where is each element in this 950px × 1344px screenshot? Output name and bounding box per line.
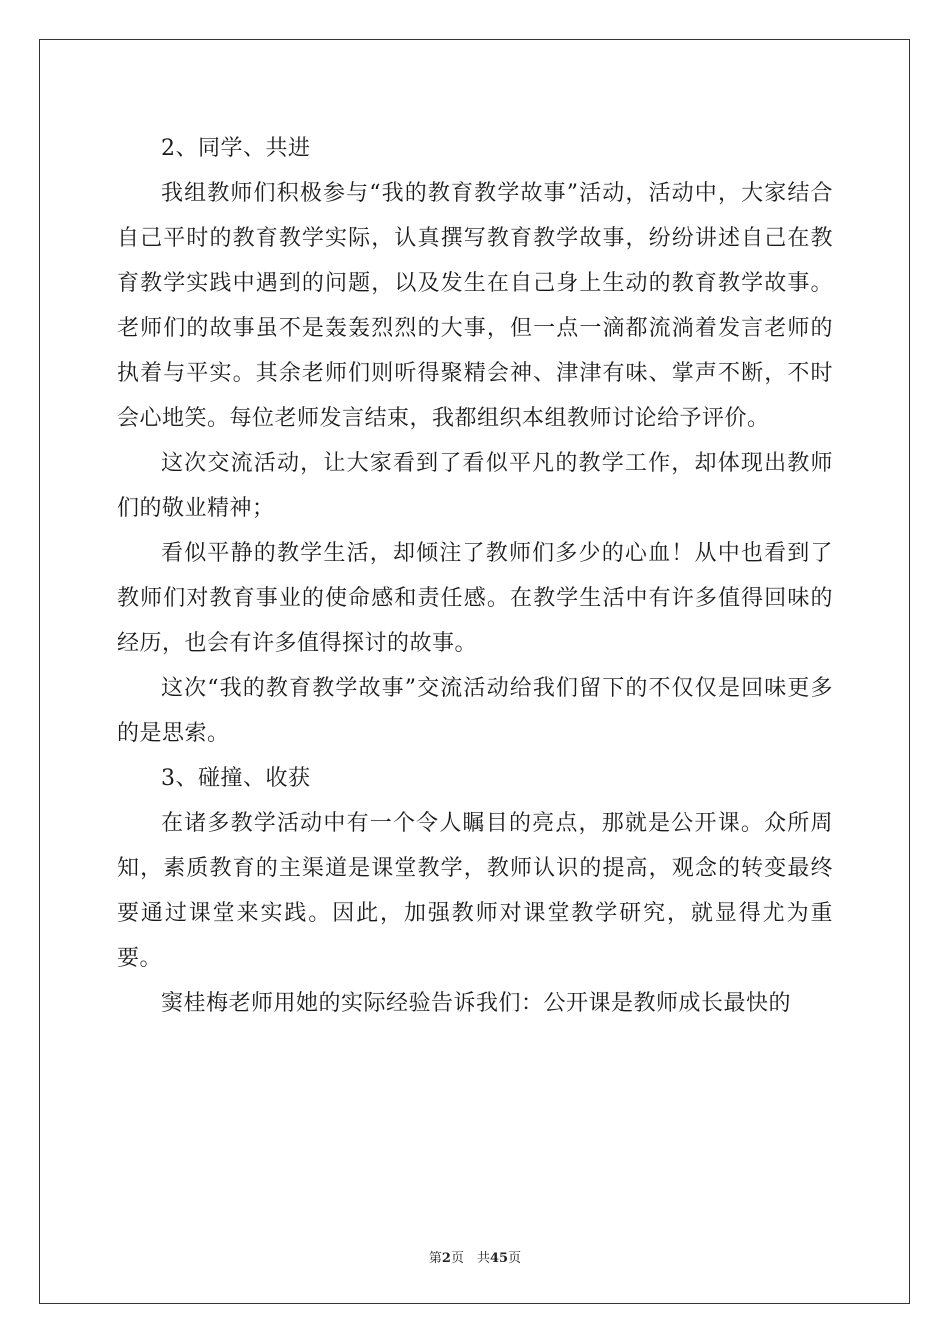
paragraph: 这次交流活动，让大家看到了看似平凡的教学工作，却体现出教师们的敬业精神； [117, 451, 833, 521]
footer-mid: 页 共 [450, 1251, 490, 1266]
page-footer [0, 1247, 950, 1266]
document-body [117, 126, 833, 1026]
paragraph: 在诸多教学活动中有一个令人瞩目的亮点，那就是公开课。众所周知，素质教育的主渠道是课堂教学，教师认识的提高，观念的转变最终要通过课堂来实践。因此，加强教师对课堂教学研究，就显得尤为重要。 [117, 811, 833, 971]
footer-suffix: 页 [508, 1251, 522, 1266]
paragraph: 我组教师们积极参与“我的教育教学故事”活动，活动中，大家结合自己平时的教育教学实际，认真撰写教育教学故事，纷纷讲述自己在教育教学实践中遇到的问题，以及发生在自己身上生动的教育教学故事。老师们的故事虽不是轰轰烈烈的大事，但一点一滴都流淌着发言老师的执着与平实。其余老师们则听得聚精会神、津津有味、掌声不断，不时会心地笑。每位老师发言结束，我都组织本组教师讨论给予评价。 [117, 181, 833, 431]
paragraph: 看似平静的教学生活，却倾注了教师们多少的心血！从中也看到了教师们对教育事业的使命感和责任感。在教学生活中有许多值得回味的经历，也会有许多值得探讨的故事。 [117, 541, 833, 656]
section-heading-2: 2、同学、共进 [161, 136, 311, 161]
paragraph: 窦桂梅老师用她的实际经验告诉我们：公开课是教师成长最快的 [161, 991, 792, 1016]
footer-prefix: 第 [428, 1251, 442, 1266]
paragraph: 这次“我的教育教学故事”交流活动给我们留下的不仅仅是回味更多的是思索。 [117, 676, 833, 746]
footer-page-number: 2 [441, 1251, 451, 1266]
footer-total-pages: 45 [489, 1251, 509, 1266]
section-heading-3: 3、碰撞、收获 [161, 766, 311, 791]
